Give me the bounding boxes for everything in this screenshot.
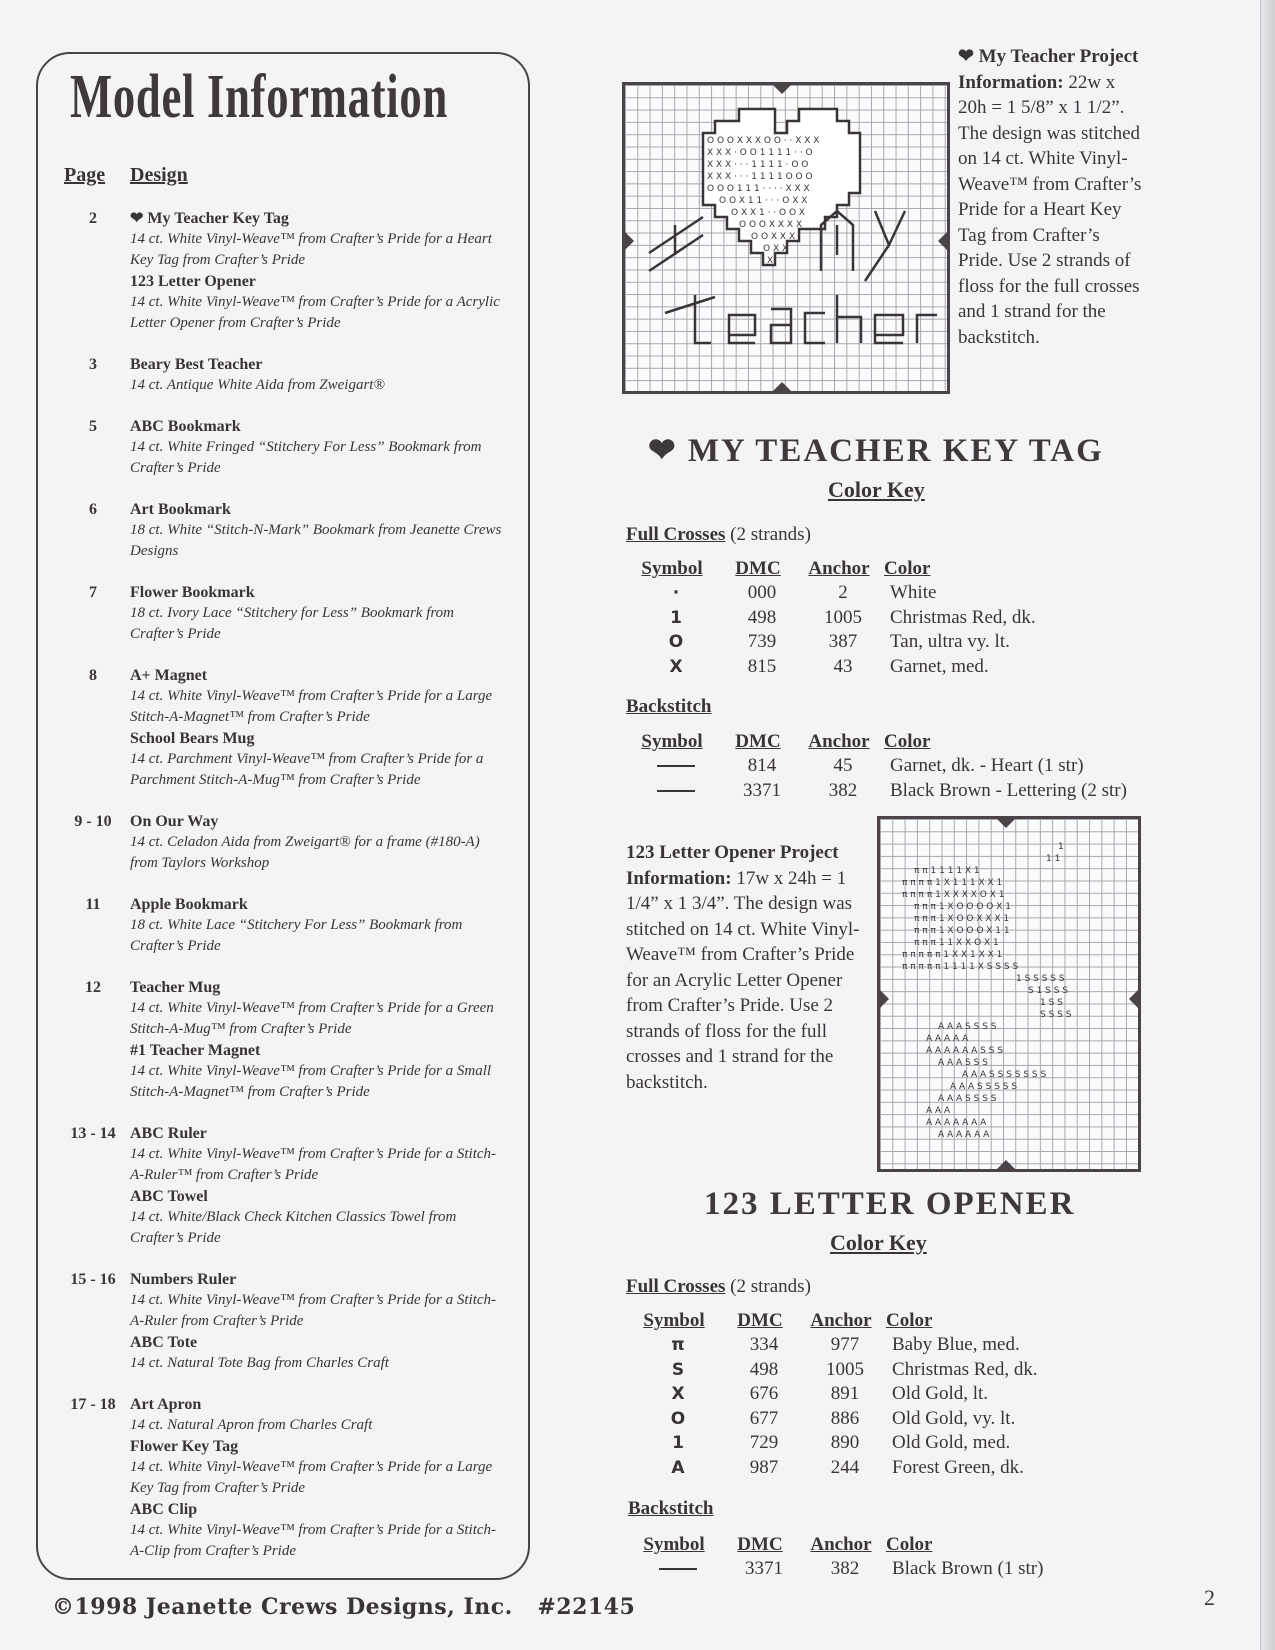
stitch-symbol: 1 (670, 607, 682, 628)
color-name: Forest Green, dk. (892, 1456, 1024, 1478)
design-name: Art Apron (130, 1396, 202, 1413)
dmc-number: 815 (747, 655, 777, 677)
design-materials: 14 ct. White Vinyl-Weave™ from Crafter’s Pride for a Large Key Tag from Crafter’s Pride (130, 1459, 493, 1496)
color-name: Old Gold, vy. lt. (892, 1407, 1016, 1429)
key-tag-full-crosses-table (630, 556, 1036, 679)
svg-text:π π π π 1 X X X X O X 1: π π π π 1 X X X X O X 1 (902, 890, 1005, 900)
design-name: #1 Teacher Magnet (130, 1042, 261, 1059)
entry-page-number: 3 (89, 356, 97, 373)
anchor-number: 891 (830, 1383, 860, 1404)
strands-note: (2 strands) (730, 524, 811, 545)
svg-text:A A A A A A: A A A A A A (938, 1130, 990, 1140)
design-materials: 14 ct. White Vinyl-Weave™ from Crafter’s Pride for a Stitch-A-Ruler from Crafter’s Pride (130, 1292, 497, 1329)
backstitch-heading: Backstitch (626, 696, 712, 717)
design-materials: 14 ct. White Vinyl-Weave™ from Crafter’s Pride for a Small Stitch-A-Magnet™ from Crafter’s Pride (130, 1063, 492, 1100)
svg-text:π π π 1 X O O X X X 1: π π π 1 X O O X X X 1 (914, 914, 1010, 924)
key-tag-chart (622, 82, 950, 394)
anchor-number: 977 (830, 1334, 860, 1355)
design-name: ABC Ruler (130, 1125, 207, 1142)
model-entry (60, 894, 510, 957)
key-row (630, 581, 1036, 606)
color-name: Black Brown (1 str) (892, 1558, 1044, 1579)
dmc-number: 729 (749, 1432, 779, 1453)
key-tag-section-title: ❤ MY TEACHER KEY TAG (648, 433, 1104, 469)
key-row (632, 1333, 1038, 1358)
design-name: Art Bookmark (130, 501, 231, 518)
header-symbol: Symbol (641, 731, 703, 752)
dmc-number: 498 (747, 606, 777, 628)
stitch-symbol: X (671, 1384, 685, 1404)
model-information-title: Model Information (70, 63, 449, 131)
header-color: Color (884, 558, 931, 579)
stitch-symbol: S (671, 1359, 685, 1380)
key-row (630, 779, 1127, 804)
color-name: Black Brown - Lettering (2 str) (890, 779, 1127, 801)
key-tag-full-crosses-label (626, 524, 811, 546)
header-symbol: Symbol (643, 1534, 705, 1555)
model-entry (60, 977, 510, 1103)
svg-text:1: 1 (1058, 842, 1064, 852)
letter-opener-full-crosses-table (632, 1308, 1038, 1480)
key-row (630, 655, 1036, 680)
stitch-symbol: O (668, 632, 684, 652)
letter-opener-project-info (626, 840, 866, 1095)
svg-text:A A A S S S S S S S: A A A S S S S S S S (962, 1070, 1047, 1080)
anchor-number: 1005 (824, 606, 862, 628)
color-name: Tan, ultra vy. lt. (890, 631, 1010, 652)
design-name: ABC Clip (130, 1501, 198, 1518)
anchor-number: 244 (830, 1456, 860, 1478)
backstitch-line-symbol (630, 754, 722, 779)
anchor-number: 382 (830, 1558, 860, 1579)
key-row (632, 1456, 1038, 1481)
key-row (632, 1358, 1038, 1383)
svg-text:π π π π π 1 X X 1 X X 1: π π π π π 1 X X 1 X X 1 (902, 950, 1003, 960)
svg-text:O O O X X X O O · · X X X: O O O X X X O O · · X X X (707, 136, 820, 146)
design-materials: 14 ct. White Vinyl-Weave™ from Crafter’s Pride for a Stitch-A-Clip from Crafter’s Pride (130, 1522, 497, 1559)
line-icon (659, 1568, 697, 1570)
color-name: Old Gold, lt. (892, 1383, 989, 1404)
model-entry (60, 416, 510, 479)
letter-opener-color-key-title: Color Key (830, 1230, 927, 1255)
backstitch-heading: Backstitch (628, 1498, 714, 1519)
model-entry (60, 582, 510, 645)
svg-text:S 1 S S S: S 1 S S S (1028, 986, 1069, 996)
header-anchor: Anchor (808, 558, 870, 579)
header-symbol: Symbol (643, 1310, 705, 1331)
design-name: Flower Bookmark (130, 584, 255, 601)
copyright-footer: ©1998 Jeanette Crews Designs, Inc. #22145 (52, 1594, 636, 1620)
design-materials: 14 ct. Parchment Vinyl-Weave™ from Crafter’s Pride for a Parchment Stitch-A-Mug™ from Crafter’s Pride (130, 751, 484, 788)
key-tag-color-key-title: Color Key (828, 477, 925, 502)
color-name: Christmas Red, dk. (892, 1358, 1038, 1380)
entry-page-number: 7 (89, 584, 97, 601)
svg-text:X X X · · · 1 1 1 1 · O O: X X X · · · 1 1 1 1 · O O (707, 160, 809, 170)
entry-page-number: 11 (85, 896, 101, 913)
header-anchor: Anchor (810, 1310, 872, 1331)
stitch-symbol: O (670, 1408, 686, 1429)
line-icon (657, 765, 695, 767)
design-materials: 14 ct. White/Black Check Kitchen Classics Towel from Crafter’s Pride (130, 1209, 457, 1246)
dmc-number: 677 (749, 1407, 779, 1429)
svg-text:O O X 1 1 · · · O X X: O O X 1 1 · · · O X X (719, 196, 808, 206)
letter-opener-info-title: 123 Letter Opener Project Information: (626, 842, 839, 889)
design-materials: 18 ct. White “Stitch-N-Mark” Bookmark from Jeanette Crews Designs (130, 522, 502, 559)
stitch-symbol: A (671, 1457, 685, 1478)
svg-text:A A A S S S S S: A A A S S S S S (950, 1082, 1018, 1092)
svg-text:π π 1 1 1 1 X 1: π π 1 1 1 1 X 1 (914, 866, 980, 876)
model-entry (60, 1394, 510, 1562)
letter-opener-info-body: 17w x 24h = 1 1/4” x 1 3/4”. The design was stitched on 14 ct. White Vinyl-Weave™ from Crafter’s Pride for an Acrylic Letter Opener from Crafter’s Pride. Use 2 strands of floss for the full crosses and 1 strand for the backstitch. (626, 867, 860, 1093)
stitch-symbol: X (669, 656, 683, 677)
key-row (632, 1407, 1038, 1432)
header-color: Color (886, 1310, 933, 1331)
dmc-number: 000 (747, 582, 777, 603)
color-name: Garnet, med. (890, 655, 989, 677)
design-materials: 14 ct. Celadon Aida from Zweigart® for a frame (#180-A) from Taylors Workshop (130, 834, 480, 871)
letter-opener-backstitch-table (632, 1532, 1043, 1582)
svg-text:A A A A A A A: A A A A A A A (926, 1118, 987, 1128)
design-materials: 18 ct. White Lace “Stitchery For Less” Bookmark from Crafter’s Pride (130, 917, 463, 954)
color-name: Garnet, dk. - Heart (1 str) (890, 755, 1084, 776)
svg-text:A A A S S S S: A A A S S S S (938, 1022, 997, 1032)
stitch-symbol: π (671, 1335, 685, 1355)
page-column-header: Page (64, 164, 106, 186)
model-entry (60, 811, 510, 874)
design-name: ABC Tote (130, 1334, 198, 1351)
design-materials: 18 ct. Ivory Lace “Stitchery for Less” Bookmark from Crafter’s Pride (130, 605, 454, 642)
model-entry (60, 1269, 510, 1374)
key-tag-project-info (958, 44, 1148, 350)
anchor-number: 382 (828, 779, 858, 801)
header-dmc: DMC (735, 558, 781, 579)
entry-page-number: 15 - 16 (70, 1271, 116, 1288)
letter-opener-backstitch-label (628, 1498, 714, 1520)
design-name: Apple Bookmark (130, 896, 248, 913)
entry-page-number: 9 - 10 (74, 813, 112, 830)
letter-opener-section-title: 123 LETTER OPENER (704, 1186, 1076, 1222)
dmc-number: 498 (749, 1358, 779, 1380)
full-crosses-heading: Full Crosses (626, 1276, 726, 1297)
design-name: ABC Bookmark (130, 418, 241, 435)
color-name: White (890, 582, 937, 603)
design-name: Numbers Ruler (130, 1271, 237, 1288)
design-materials: 14 ct. White Vinyl-Weave™ from Crafter’s Pride for a Stitch-A-Ruler™ from Crafter’s Pride (130, 1146, 497, 1183)
svg-text:O X X 1 · · O O X: O X X 1 · · O O X (731, 208, 806, 218)
entry-page-number: 17 - 18 (70, 1396, 116, 1413)
entry-page-number: 6 (89, 501, 97, 518)
dmc-number: 3371 (743, 779, 781, 801)
svg-text:S S S S: S S S S (1040, 1010, 1072, 1020)
svg-text:1 S S S S S: 1 S S S S S (1016, 974, 1065, 984)
design-materials: 14 ct. White Vinyl-Weave™ from Crafter’s Pride for a Large Stitch-A-Magnet™ from Crafter’s Pride (130, 688, 493, 725)
anchor-number: 45 (833, 755, 853, 776)
anchor-number: 890 (830, 1432, 860, 1453)
anchor-number: 387 (828, 631, 858, 652)
key-row (632, 1557, 1043, 1582)
backstitch-line-symbol (632, 1557, 724, 1582)
svg-text:X X X · O O 1 1 1 1 · · O: X X X · O O 1 1 1 1 · · O (707, 148, 813, 158)
letter-opener-pattern (880, 819, 1138, 1169)
key-tag-info-title: ❤ My Teacher Project Information: (958, 46, 1139, 93)
svg-text:π π π π 1 X 1 1 1 X X 1: π π π π 1 X 1 1 1 X X 1 (902, 878, 1003, 888)
anchor-number: 1005 (826, 1358, 864, 1380)
page-edge (1260, 0, 1275, 1650)
svg-text:π π π 1 1 X X O X 1: π π π 1 1 X X O X 1 (914, 938, 999, 948)
key-row (632, 1431, 1038, 1456)
svg-text:A A A A A A S S S: A A A A A A S S S (926, 1046, 1003, 1056)
svg-text:O X X: O X X (763, 244, 789, 254)
svg-text:O O X X X: O O X X X (751, 232, 796, 242)
page-number: 2 (1204, 1585, 1215, 1610)
svg-text:O O O X X X X: O O O X X X X (739, 220, 803, 230)
design-name: Beary Best Teacher (130, 356, 263, 373)
design-materials: 14 ct. Antique White Aida from Zweigart® (130, 377, 385, 393)
dmc-number: 676 (749, 1383, 779, 1404)
key-tag-info-body: 22w x 20h = 1 5/8” x 1 1/2”. The design was stitched on 14 ct. White Vinyl-Weave™ from Crafter’s Pride for a Heart Key Tag from Crafter’s Pride. Use 2 strands of floss for the full crosses and 1 strand for the backstitch. (958, 71, 1142, 348)
model-entry (60, 665, 510, 791)
key-row (632, 1382, 1038, 1407)
svg-text:π π π 1 X O O O X 1 1: π π π 1 X O O O X 1 1 (914, 926, 1010, 936)
dmc-number: 3371 (745, 1558, 783, 1579)
model-entry (60, 354, 510, 396)
design-name: 123 Letter Opener (130, 273, 256, 290)
model-entry (60, 1123, 510, 1249)
design-name: A+ Magnet (130, 667, 208, 684)
color-name: Baby Blue, med. (892, 1334, 1020, 1355)
header-dmc: DMC (737, 1534, 783, 1555)
svg-text:1 1: 1 1 (1046, 854, 1061, 864)
key-row (630, 606, 1036, 631)
full-crosses-heading: Full Crosses (626, 524, 726, 545)
entry-page-number: 5 (89, 418, 97, 435)
anchor-number: 886 (830, 1407, 860, 1429)
svg-text:A A A A A: A A A A A (926, 1034, 969, 1044)
model-entries-list (60, 208, 510, 1582)
dmc-number: 334 (749, 1334, 779, 1355)
backstitch-line-symbol (630, 779, 722, 804)
svg-text:π π π π π 1 1 1 1 X S S S S: π π π π π 1 1 1 1 X S S S S (902, 962, 1019, 972)
design-materials: 14 ct. Natural Apron from Charles Craft (130, 1417, 373, 1433)
design-name: School Bears Mug (130, 730, 255, 747)
header-dmc: DMC (735, 731, 781, 752)
svg-text:π π π 1 X O O O O X 1: π π π 1 X O O O O X 1 (914, 902, 1011, 912)
svg-text:A A A S S S: A A A S S S (938, 1058, 988, 1068)
header-color: Color (886, 1534, 933, 1555)
stitch-symbol: · (672, 583, 680, 603)
design-name: Teacher Mug (130, 979, 221, 996)
design-name: ❤ My Teacher Key Tag (130, 210, 289, 227)
strands-note: (2 strands) (730, 1276, 811, 1297)
key-row (630, 630, 1036, 655)
header-color: Color (884, 731, 931, 752)
entry-page-number: 2 (89, 210, 97, 227)
line-icon (657, 790, 695, 792)
model-entry (60, 499, 510, 562)
design-column-header: Design (130, 164, 188, 186)
svg-text:A A A S S S S: A A A S S S S (938, 1094, 997, 1104)
dmc-number: 814 (747, 755, 777, 776)
anchor-number: 43 (833, 655, 853, 677)
header-symbol: Symbol (641, 558, 703, 579)
design-name: On Our Way (130, 813, 219, 830)
color-name: Christmas Red, dk. (890, 606, 1036, 628)
key-tag-pattern (625, 85, 947, 391)
anchor-number: 2 (838, 582, 848, 603)
svg-text:X: X (767, 256, 774, 266)
design-name: ABC Towel (130, 1188, 208, 1205)
svg-text:O O O 1 1 1 · · · · X X X: O O O 1 1 1 · · · · X X X (707, 184, 810, 194)
svg-text:X X X · · · 1 1 1 1 O O O: X X X · · · 1 1 1 1 O O O (707, 172, 813, 182)
dmc-number: 739 (747, 631, 777, 652)
key-row (630, 754, 1127, 779)
entry-page-number: 12 (85, 979, 101, 996)
dmc-number: 987 (749, 1456, 779, 1478)
design-materials: 14 ct. White Vinyl-Weave™ from Crafter’s Pride for a Green Stitch-A-Mug™ from Crafter’s Pride (130, 1000, 494, 1037)
svg-text:1 S S: 1 S S (1040, 998, 1063, 1008)
header-dmc: DMC (737, 1310, 783, 1331)
entry-page-number: 8 (89, 667, 97, 684)
svg-text:A A A: A A A (926, 1106, 951, 1116)
design-materials: 14 ct. Natural Tote Bag from Charles Craft (130, 1355, 389, 1371)
model-entry (60, 208, 510, 334)
header-anchor: Anchor (810, 1534, 872, 1555)
key-tag-backstitch-label (626, 696, 712, 718)
letter-opener-full-crosses-label (626, 1276, 811, 1298)
stitch-symbol: 1 (672, 1433, 684, 1453)
design-materials: 14 ct. White Vinyl-Weave™ from Crafter’s Pride for a Heart Key Tag from Crafter’s Pride (130, 231, 492, 268)
entry-page-number: 13 - 14 (70, 1125, 116, 1142)
letter-opener-chart (877, 816, 1141, 1172)
design-materials: 14 ct. White Vinyl-Weave™ from Crafter’s Pride for a Acrylic Letter Opener from Crafter’s Pride (130, 294, 500, 331)
header-anchor: Anchor (808, 731, 870, 752)
color-name: Old Gold, med. (892, 1432, 1011, 1453)
design-name: Flower Key Tag (130, 1438, 239, 1455)
key-tag-backstitch-table (630, 729, 1127, 803)
design-materials: 14 ct. White Fringed “Stitchery For Less” Bookmark from Crafter’s Pride (130, 439, 482, 476)
